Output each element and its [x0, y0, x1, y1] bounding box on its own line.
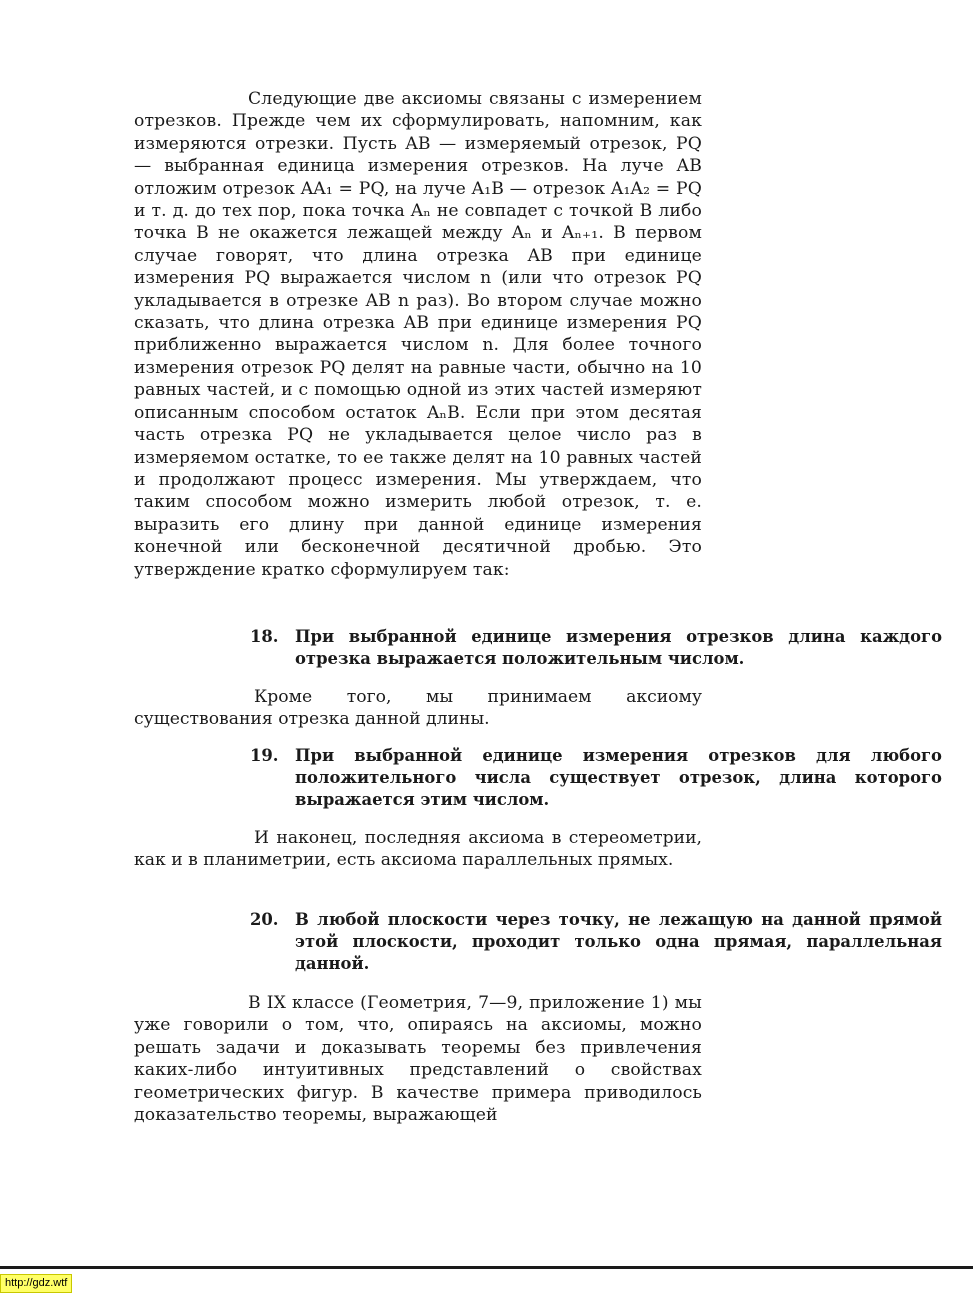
axiom-number: 19. [250, 746, 279, 765]
axiom-text: В любой плоскости через точку, не лежащую на данной прямой этой плоскости, проходит только одна прямая, параллельная данной. [295, 910, 942, 973]
watermark-link[interactable]: http://gdz.wtf [0, 1274, 72, 1293]
axiom-19 [250, 745, 942, 811]
page-bottom-rule [0, 1266, 973, 1269]
paragraph-measurement-text: Следующие две аксиомы связаны с измерением отрезков. Прежде чем их сформулировать, напомним, как измеряются отрезки. Пусть AB — измеряемый отрезок, PQ — выбранная единица измерения отрезков. На луче AB отложим отрезок AA₁ = PQ, на луче A₁B — отрезок A₁A₂ = PQ и т. д. до тех пор, пока точка Aₙ не совпадет с точкой B либо точка B не окажется лежащей между Aₙ и Aₙ₊₁. В первом случае говорят, что длина отрезка AB при единице измерения PQ выражается числом n (или что отрезок PQ укладывается в отрезке AB n раз). Во втором случае можно сказать, что длина отрезка AB при единице измерения PQ приближенно выражается числом n. Для более точного измерения отрезок PQ делят на равные части, обычно на 10 равных частей, и с помощью одной из этих частей измеряют описанным способом остаток AₙB. Если при этом десятая часть отрезка PQ не укладывается целое число раз в измеряемом остатке, то ее также делят на 10 равных частей и продолжают процесс измерения. Мы утверждаем, что таким способом можно измерить любой отрезок, т. е. выразить его длину при данной единице измерения конечной или бесконечной десятичной дробью. Это утверждение кратко сформулируем так: [134, 89, 702, 580]
axiom-text: При выбранной единице измерения отрезков длина каждого отрезка выражается положительным числом. [295, 627, 942, 668]
paragraph-ix-class [134, 992, 702, 1126]
axiom-text: При выбранной единице измерения отрезков для любого положительного числа существует отрезок, длина которого выражается этим числом. [295, 746, 942, 809]
paragraph-existence-text: Кроме того, мы принимаем аксиому существования отрезка данной длины. [134, 687, 702, 730]
paragraph-parallel [134, 827, 702, 872]
axiom-20 [250, 909, 942, 975]
paragraph-ix-class-text: В IX классе (Геометрия, 7—9, приложение 1) мы уже говорили о том, что, опираясь на аксиомы, можно решать задачи и доказывать теоремы без привлечения каких-либо интуитивных представлений о свойствах геометрических фигур. В качестве примера приводилось доказательство теоремы, выражающей [134, 993, 702, 1126]
axiom-number: 18. [250, 627, 279, 646]
paragraph-existence [134, 686, 702, 731]
paragraph-parallel-text: И наконец, последняя аксиома в стереометрии, как и в планиметрии, есть аксиома параллельных прямых. [134, 828, 702, 871]
axiom-number: 20. [250, 910, 279, 929]
axiom-18 [250, 626, 942, 670]
paragraph-measurement [134, 88, 702, 581]
